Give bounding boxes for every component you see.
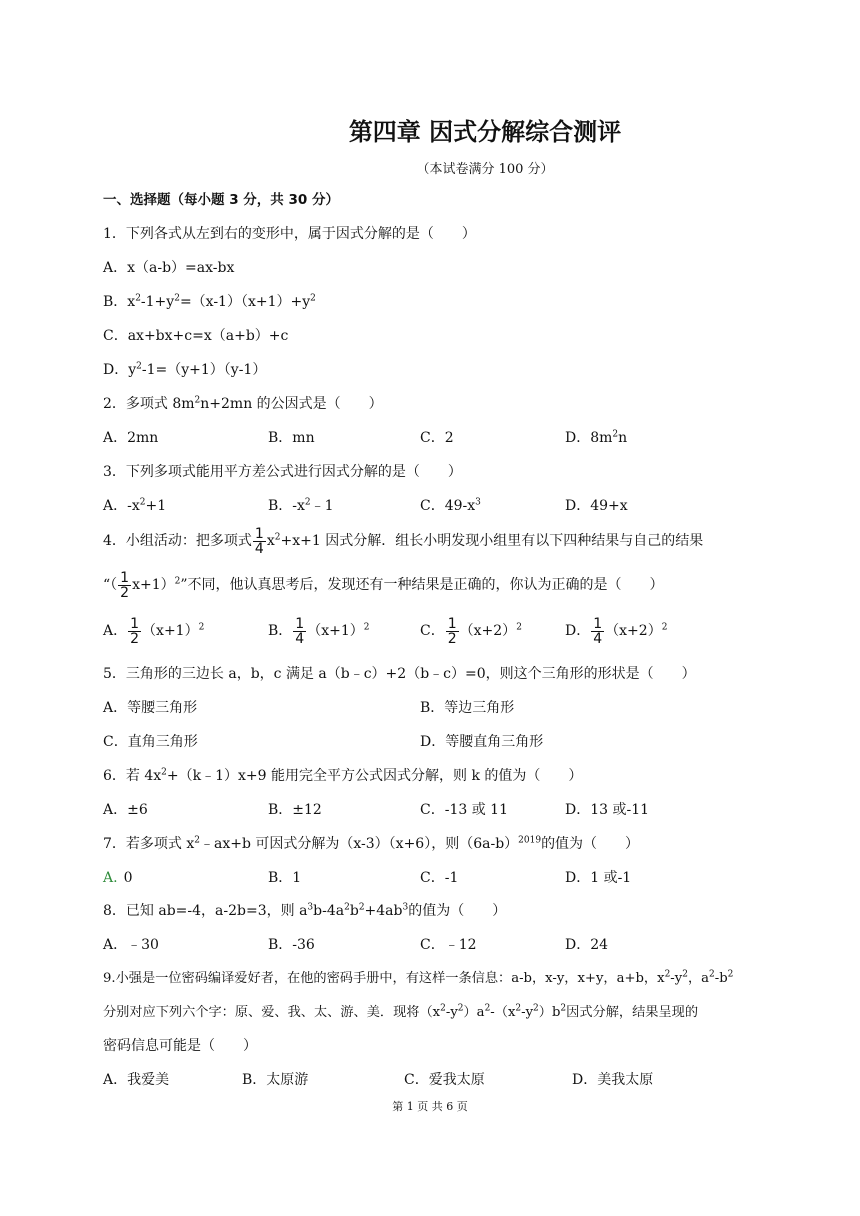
- question-3-option-d: D．49+x: [565, 498, 628, 514]
- question-8-option-c: C．﹣12: [420, 937, 477, 953]
- question-4-line-1: 4．小组活动：把多项式 $\frac{1}{4}$ $x^2+x+1$ 因式分解．组长小明发现小组里有以下四种结果与自己的结果: [103, 525, 704, 557]
- question-9-line-3: 密码信息可能是（ ）: [103, 1038, 257, 1054]
- question-1-option-b: B．$x^2-1+y^2=(x-1)(x+1)+y^2$: [103, 293, 316, 310]
- section-heading: 一、选择题（每小题 3 分，共 30 分）: [103, 192, 339, 208]
- question-3-stem: 3．下列多项式能用平方差公式进行因式分解的是（ ）: [103, 464, 462, 480]
- question-9-line-1: 9.小强是一位密码编译爱好者，在他的密码手册中，有这样一条信息：a-b，x-y，x+y，a+b，$x^2-y^2$，$a^2-b^2$: [103, 969, 734, 986]
- question-7-stem: 7．若多项式 $x^2﹣ax+b$ 可因式分解为（x-3）（x+6），则$(6a-b)^{2019}$的值为（ ）: [103, 835, 640, 852]
- fraction-one-half: $\frac{1}{2}$: [120, 569, 130, 601]
- question-6-stem: 6．若 $4x^2+(k﹣1)x+9$ 能用完全平方公式因式分解，则 k 的值为（ ）: [103, 767, 583, 784]
- question-7-option-d: D．1 或-1: [565, 870, 632, 886]
- question-1-stem: 1．下列各式从左到右的变形中，属于因式分解的是（ ）: [103, 226, 476, 242]
- question-4-option-c: C． $\frac{1}{2}$ $(x+2)^2$: [420, 615, 522, 647]
- question-2-option-c: C．2: [420, 430, 454, 446]
- question-5-option-a: A．等腰三角形: [103, 700, 198, 716]
- question-2-option-d: D．$8m^2n$: [565, 429, 628, 446]
- question-7-option-b: B．1: [268, 870, 302, 886]
- question-6-option-c: C．-13 或 11: [420, 802, 508, 818]
- question-1-option-c: C．ax+bx+c=x（a+b）+c: [103, 328, 289, 344]
- question-5-option-b: B．等边三角形: [420, 700, 515, 716]
- question-2-option-b: B．mn: [268, 430, 315, 446]
- question-3-option-c: C．$49-x^3$: [420, 497, 481, 514]
- question-1-option-d: D．$y^2-1=(y+1)(y-1)$: [103, 361, 267, 378]
- question-9-option-a: A．我爱美: [103, 1072, 170, 1088]
- page-subtitle: （本试卷满分 100 分）: [416, 162, 554, 177]
- question-6-option-a: A．±6: [103, 802, 148, 818]
- question-2-option-a: A．2mn: [103, 430, 159, 446]
- question-5-option-c: C．直角三角形: [103, 734, 198, 750]
- question-4-option-b: B． $\frac{1}{4}$ $(x+1)^2$: [268, 615, 370, 647]
- question-6-option-b: B．±12: [268, 802, 322, 818]
- question-7-option-c: C．-1: [420, 870, 459, 886]
- question-5-stem: 5．三角形的三边长 a，b，c 满足 a（b﹣c）+2（b﹣c）=0，则这个三角形的形状是（ ）: [103, 666, 696, 682]
- question-9-line-2: 分别对应下列六个字：原、爱、我、太、游、美．现将$(x^2-y^2)a^2-(x^2-y^2)b^2$因式分解，结果呈现的: [103, 1003, 699, 1020]
- question-8-option-d: D．24: [565, 937, 609, 953]
- question-8-stem: 8．已知 ab=-4，a-2b=3，则 $a^3b-4a^2b^2+4ab^3$的值为（ ）: [103, 902, 507, 919]
- question-7-option-a: A. 0: [103, 870, 133, 886]
- fraction-one-quarter: $\frac{1}{4}$: [254, 525, 264, 557]
- question-4-line-2: “（ $\frac{1}{2}$ x+1）$^2$”不同，他认真思考后，发现还有一种结果是正确的，你认为正确的是（ ）: [103, 569, 664, 601]
- question-3-option-b: B．$-x^2﹣1$: [268, 497, 334, 514]
- question-4-option-d: D． $\frac{1}{4}$ $(x+2)^2$: [565, 615, 668, 647]
- question-5-option-d: D．等腰直角三角形: [420, 734, 544, 750]
- question-9-option-c: C．爱我太原: [404, 1072, 485, 1088]
- question-9-option-d: D．美我太原: [572, 1072, 654, 1088]
- page-title: 第四章 因式分解综合测评: [348, 118, 622, 146]
- question-6-option-d: D．13 或-11: [565, 802, 650, 818]
- question-8-option-b: B．-36: [268, 937, 315, 953]
- question-3-option-a: A．$-x^2+1$: [103, 497, 167, 514]
- question-4-option-a: A． $\frac{1}{2}$ $(x+1)^2$: [103, 615, 205, 647]
- question-8-option-a: A．﹣30: [103, 937, 159, 953]
- question-1-option-a: A．x（a-b）=ax-bx: [103, 260, 235, 276]
- question-2-stem: 2．多项式 $8m^2n+2mn$ 的公因式是（ ）: [103, 395, 383, 412]
- page-footer: 第 1 页 共 6 页: [392, 1100, 468, 1113]
- question-9-option-b: B．太原游: [242, 1072, 309, 1088]
